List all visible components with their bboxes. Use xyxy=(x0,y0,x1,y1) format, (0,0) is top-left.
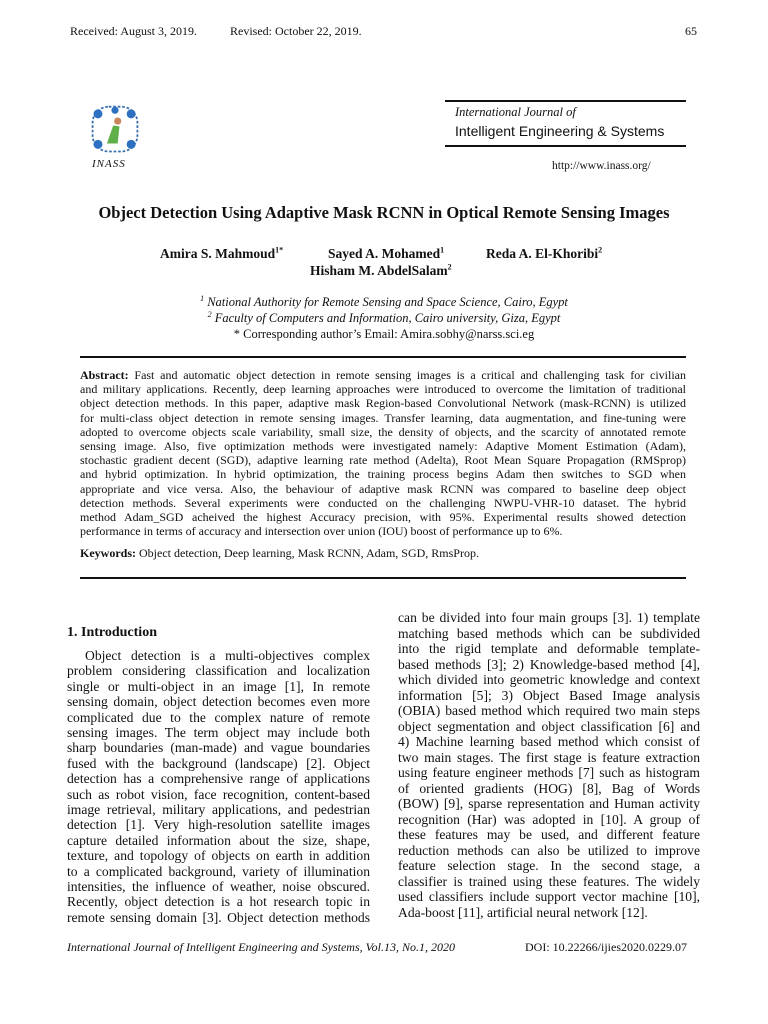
text-line: complicated due to the complex nature of remote xyxy=(67,709,370,725)
author: Hisham M. AbdelSalam$^2$ xyxy=(310,262,452,278)
text-line: intensities, the influence of weather, noise obscured. xyxy=(67,879,370,894)
received-date: Received: August 3, 2019. xyxy=(70,24,197,38)
author: Amira S. Mahmoud$^{1*}$ xyxy=(160,245,284,261)
inass-logo-icon xyxy=(84,104,146,156)
journal-name-line2: Intelligent Engineering & Systems xyxy=(455,123,665,139)
text-line: of oriented gradients (HOG) [8], Bag of Words xyxy=(398,780,700,796)
abstract-rule-bottom xyxy=(80,577,686,579)
text-line: feature selection stage. In the second stage, a xyxy=(398,858,700,873)
text-line: detection [1]. Very high-resolution satellite images xyxy=(67,817,370,833)
text-line: Object detection is a multi-objectives complex xyxy=(85,648,370,663)
text-line: can be divided into four main groups [3]. 1) template xyxy=(398,610,700,625)
text-line: object segmentation and object classification [6] and xyxy=(398,718,700,734)
affiliation-1: $^1$ National Authority for Remote Sensing and Space Science, Cairo, Egypt xyxy=(200,293,568,309)
text-line: texture, and topology of objects on earth in addition xyxy=(67,848,370,864)
text-line: which divided into geometric knowledge and context xyxy=(398,672,700,687)
abstract-line: adopted to overcome objects scale variability, small size, the density of objects, and the scarcity of annotated remote xyxy=(80,424,686,439)
abstract-rule-top xyxy=(80,356,686,358)
keywords: Keywords: Object detection, Deep learning, Mask RCNN, Adam, SGD, RmsProp. xyxy=(80,546,479,560)
text-line: Recently, object detection is a hot research topic in xyxy=(67,894,370,910)
journal-name-line1: International Journal of xyxy=(455,105,576,119)
journal-rule-bottom xyxy=(445,145,686,147)
text-line: image retrieval, military applications, and pedestrian xyxy=(67,802,370,817)
author: Reda A. El-Khoribi$^2$ xyxy=(486,245,603,261)
text-line: sharp boundaries (man-made) and vague boundaries xyxy=(67,740,370,756)
abstract-label: Abstract: xyxy=(80,368,129,382)
abstract-line: and hybrid optimization. In hybrid optimization, the training process begins Adam then switches to SGD when xyxy=(80,467,686,482)
journal-url[interactable]: http://www.inass.org/ xyxy=(552,160,651,172)
text-line: fused with the background (landscape) [2]. Object xyxy=(67,755,370,771)
text-line: detection has a comprehensive range of applications xyxy=(67,771,370,787)
paper-title: Object Detection Using Adaptive Mask RCNN in Optical Remote Sensing Images xyxy=(98,203,670,222)
text-line: information [5]; 3) Object Based Image analysis xyxy=(398,687,700,703)
revised-date: Revised: October 22, 2019. xyxy=(230,24,362,38)
section-heading: 1. Introduction xyxy=(67,625,157,640)
logo-text: INASS xyxy=(92,158,126,170)
abstract-line: performance in terms of accuracy and intersection over union (IOU) boost of performance up to 6%. xyxy=(80,524,563,539)
journal-rule-top xyxy=(445,100,686,102)
text-line: such as robot vision, face recognition, content-based xyxy=(67,786,370,802)
corresponding-author: * Corresponding author’s Email: Amira.sobhy@narss.sci.eg xyxy=(233,327,535,341)
text-line: matching based methods which can be subdivided xyxy=(398,625,700,641)
text-line: 4) Machine learning based method which consist of xyxy=(398,734,700,749)
text-line: Ada-boost [11], artificial neural network [12]. xyxy=(398,904,648,920)
abstract-line: sensing image. Also, five optimization methods were investigated namely: Adaptive Moment Estimation (Adam), xyxy=(80,439,686,453)
text-line: used classifiers include support vector machine [10], xyxy=(398,889,700,904)
abstract-line: stochastic gradient decent (SGD), adaptive learning rate method (Adelta), Root Mean Square Propagation (RMSprop) xyxy=(80,453,686,468)
text-line: these features may be used, and different feature xyxy=(398,827,700,842)
text-line: using feature engineer methods [7] such as histogram xyxy=(398,765,700,780)
abstract-line: and military applications. Recently, deep learning approaches were introduced to overcome the limitation of traditional xyxy=(80,382,686,397)
footer-doi: DOI: 10.22266/ijies2020.0229.07 xyxy=(525,940,687,954)
abstract-line: for multi-class object detection in remote sensing images. Transfer learning, data augmentation, and fine-tuning were xyxy=(80,410,686,425)
text-line: remote sensing domain [3]. Object detection methods xyxy=(67,909,370,925)
text-line: into the rigid template and deformable template- xyxy=(398,641,700,656)
text-line: two main stages. The first stage is feature extraction xyxy=(398,749,700,765)
text-line: based methods [3]; 2) Knowledge-based method [4], xyxy=(398,656,700,672)
text-line: (OBIA) based method which required two main steps xyxy=(398,703,700,718)
abstract-line: detection methods. Several experiments were conducted on the challenging NWPU-VHR-10 dataset. The hybrid xyxy=(80,495,686,510)
text-line: sensing domain, object detection becomes even more xyxy=(67,694,370,710)
text-line: capture detailed information about the size, shape, xyxy=(67,832,370,848)
text-line: sensing images. The term object may include both xyxy=(67,725,370,740)
affiliation-2: $^2$ Faculty of Computers and Information, Cairo university, Giza, Egypt xyxy=(207,309,561,325)
abstract-line: appropriate and vice versa. Also, the behaviour of adaptive mask RCNN was compared to baseline deep object xyxy=(80,481,686,496)
text-line: reduction methods can also be utilized to improve xyxy=(398,842,700,858)
abstract-line: object detection methods. In this paper, adaptive mask Region-based Convolutional Network (mask-RCNN) is utilized xyxy=(80,396,686,411)
text-line: to a complicated background, variety of illumination xyxy=(67,863,370,879)
text-line: problem considering classification and localization xyxy=(67,663,370,679)
footer-journal: International Journal of Intelligent Engineering and Systems, Vol.13, No.1, 2020 xyxy=(67,940,455,954)
page-number: 65 xyxy=(685,24,697,38)
email-link[interactable]: : Amira.sobhy@narss.sci.eg xyxy=(394,327,535,341)
inass-logo xyxy=(84,104,146,156)
abstract-line: method Adam_SGD acheived the highest Accuracy precision, with 95%. Experimental results showed detection xyxy=(80,510,686,524)
text-line: classifier is trained using these features. The widely xyxy=(398,873,700,889)
author: Sayed A. Mohamed$^1$ xyxy=(328,245,445,261)
abstract-line: Abstract: Fast and automatic object detection in remote sensing images is a critical and challenging task for civilian xyxy=(80,368,686,382)
text-line: recognition (Har) was adopted in [10]. A group of xyxy=(398,811,700,827)
text-line: single or multi-object in an image [1], In remote xyxy=(67,678,370,694)
text-line: (BOW) [9], sparse representation and Human activity xyxy=(398,796,700,811)
